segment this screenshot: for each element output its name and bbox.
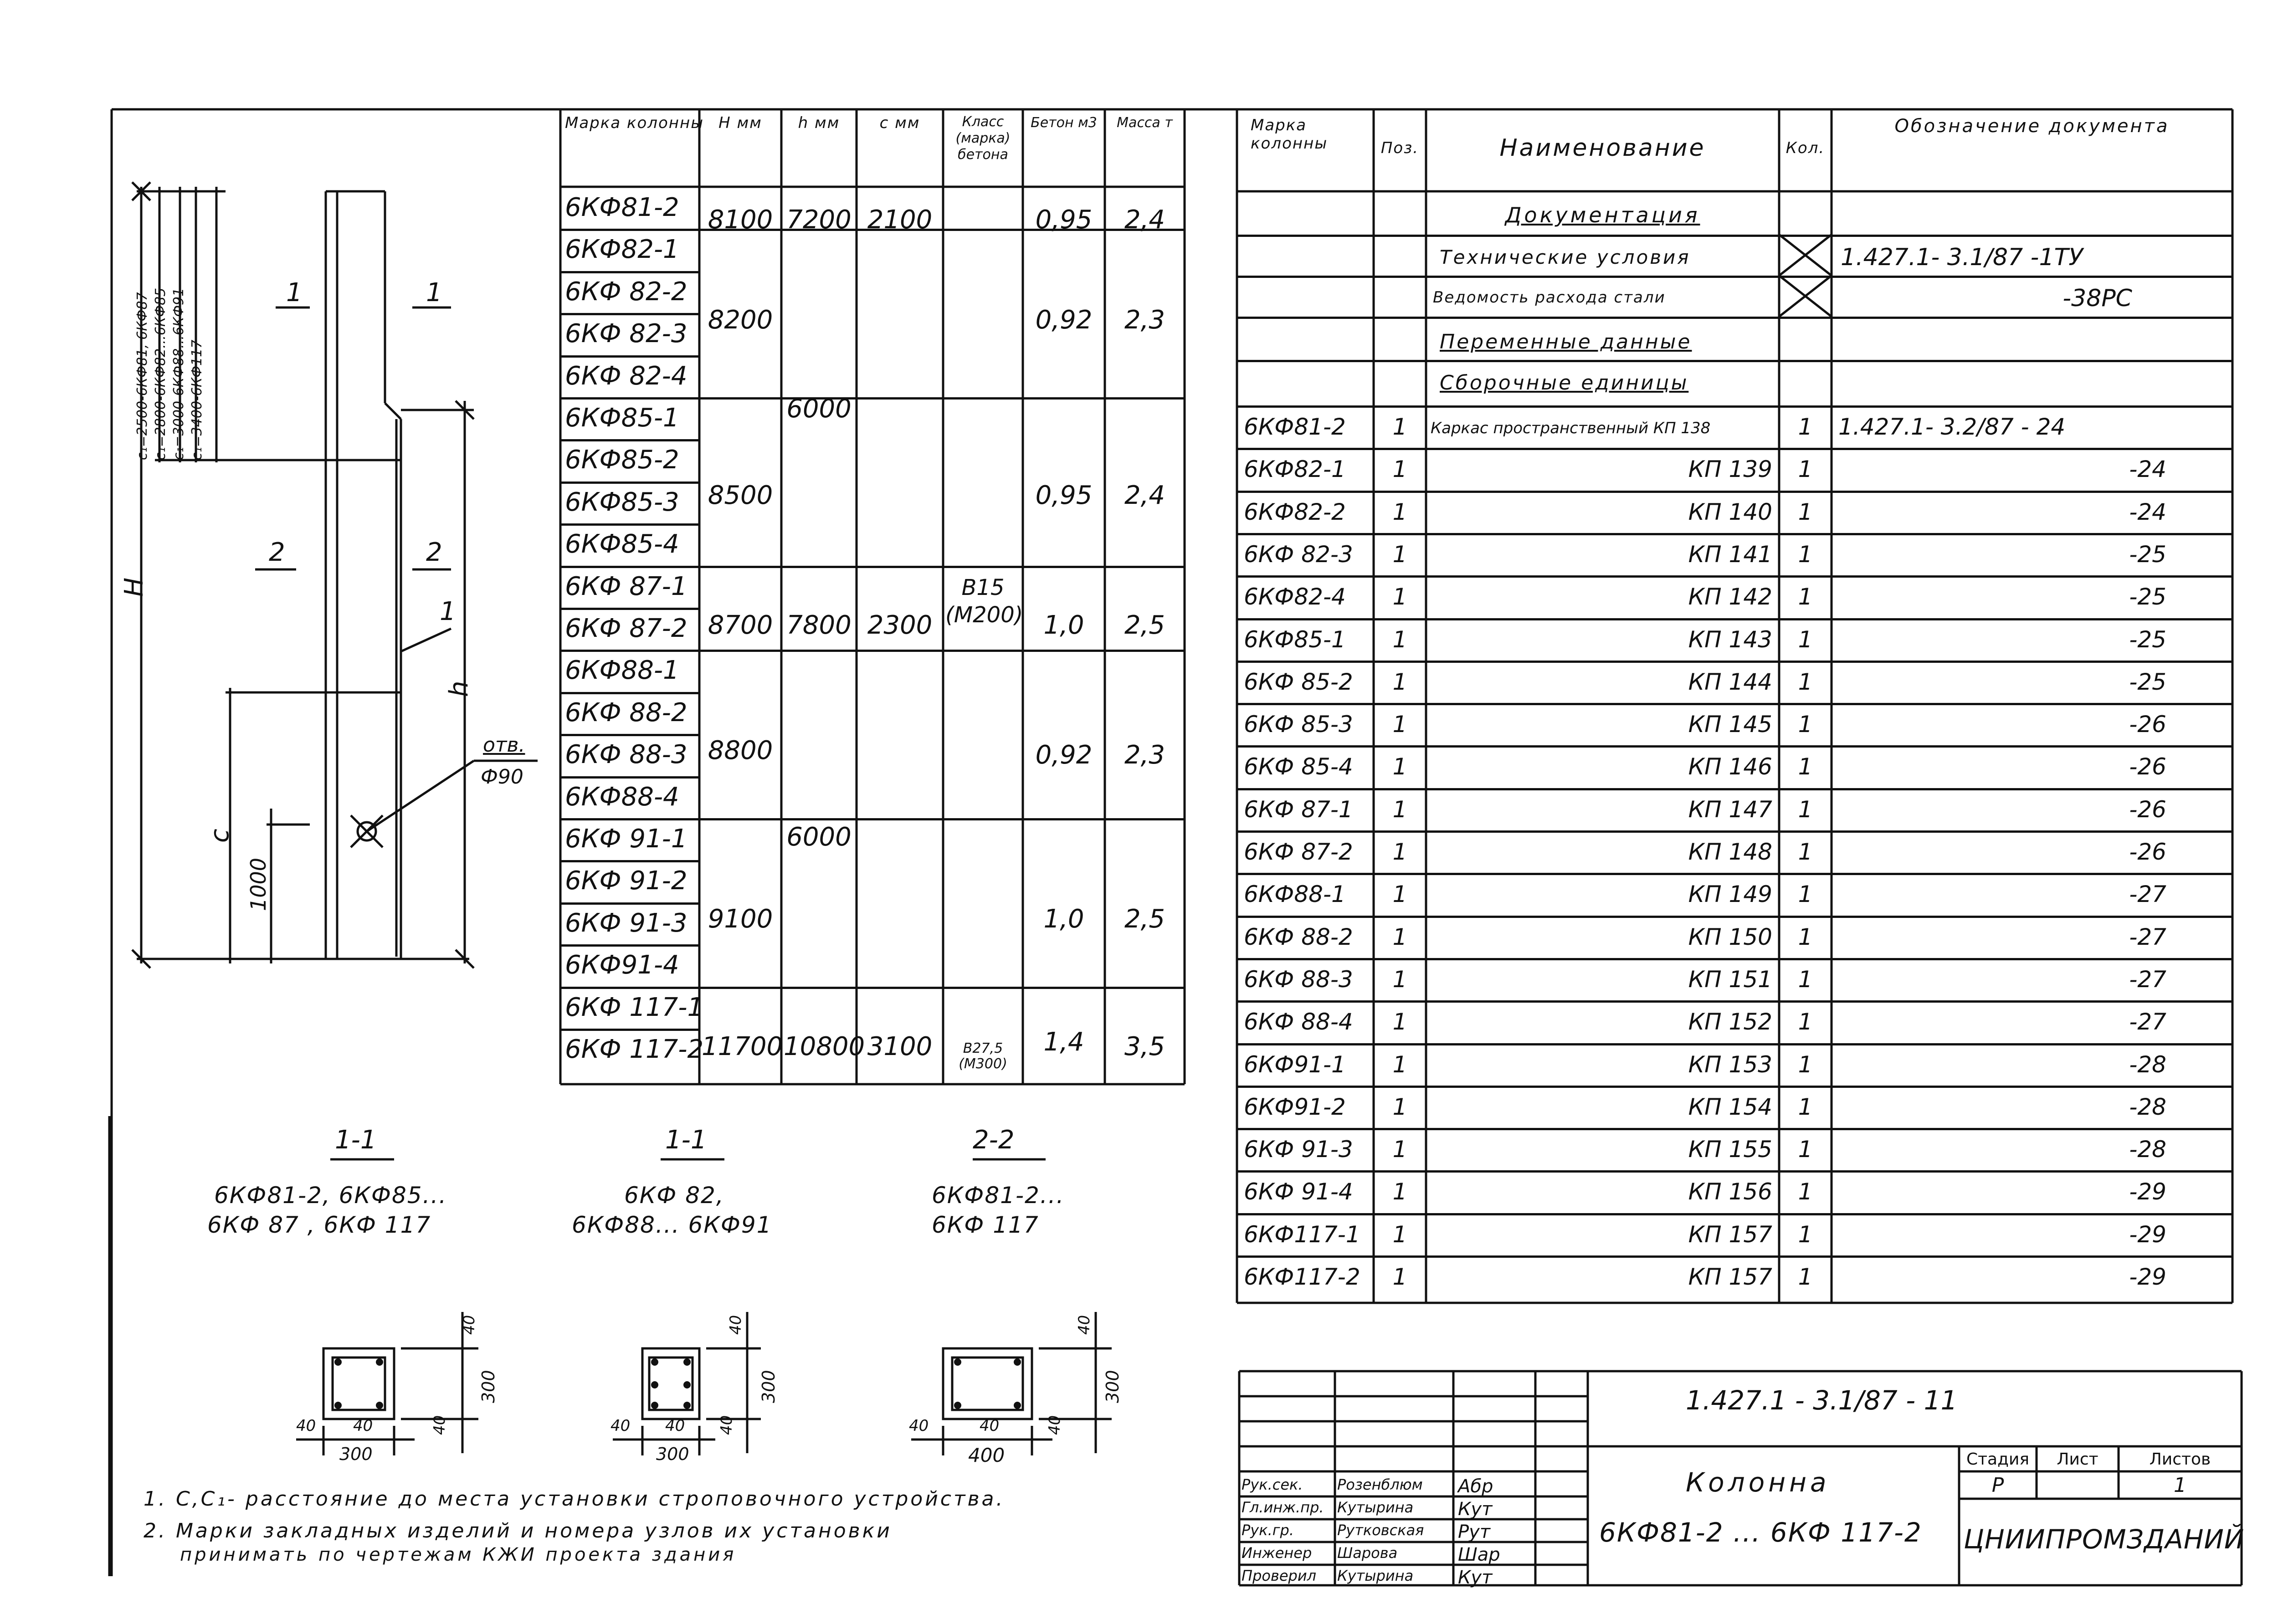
spec-row-line (1237, 491, 2232, 493)
spec-row-poz: 1 (1392, 1178, 1407, 1205)
spec-row-name: Каркас пространственный КП 138 (1431, 419, 1711, 437)
group-line (699, 818, 1185, 820)
group-line (699, 987, 1185, 989)
spec-row-line (1237, 1086, 2232, 1088)
spec-row-line (1237, 448, 2232, 450)
spec-row-line (1237, 575, 2232, 578)
stamp-stage-label: Стадия (1966, 1450, 2030, 1469)
cell-H-8800: 8800 (708, 736, 773, 765)
hole-diameter: Ф90 (481, 765, 523, 789)
cell-H-8700: 8700 (708, 610, 773, 640)
row-line (560, 692, 699, 694)
row-line (560, 987, 699, 989)
spec-header-name: Наименование (1499, 134, 1706, 162)
section-1-title: 1-1 (335, 1125, 377, 1155)
spec-row-name: КП 155 (1688, 1136, 1772, 1163)
row-line (560, 650, 699, 652)
spec-row-poz: 1 (1392, 881, 1407, 908)
spec-row-kol: 1 (1798, 414, 1813, 440)
spec-row-line (1237, 405, 2232, 408)
spec-row-mark: 6КФ 88-3 (1244, 966, 1353, 993)
section-3-dim-top: 40 (1075, 1315, 1093, 1335)
spec-row-line (1237, 618, 2232, 620)
spec-row-mark: 6КФ81-2 (1244, 414, 1346, 440)
section-3-caption-2: 6КФ 117 (932, 1212, 1039, 1238)
spec-row-kol: 1 (1798, 1178, 1813, 1205)
left-table-mark: 6КФ88-1 (565, 656, 679, 686)
stamp-sheets: 1 (2174, 1474, 2186, 1497)
spec-row-poz: 1 (1392, 584, 1407, 610)
section-3-dim-bottom: 400 (968, 1444, 1005, 1466)
spec-row-poz: 1 (1392, 1136, 1407, 1163)
stamp-signature: Кут (1458, 1499, 1493, 1520)
row-line (560, 482, 699, 484)
left-table-mark: 6КФ 91-2 (565, 866, 688, 896)
stamp-sheets-label: Листов (2149, 1450, 2211, 1469)
spec-row-doc: -29 (2129, 1178, 2166, 1205)
spec-row-poz: 1 (1392, 668, 1407, 695)
spec-row-kol: 1 (1798, 923, 1813, 950)
dim-c-label: c (205, 829, 235, 843)
section-1-dim-top: 40 (460, 1315, 478, 1335)
section-3-title: 2-2 (973, 1125, 1015, 1155)
section-3-dim-rb: 40 (1046, 1415, 1064, 1435)
spec-row-doc: -26 (2129, 711, 2166, 738)
spec-row-poz: 1 (1392, 753, 1407, 780)
spec-row-doc: -25 (2129, 584, 2166, 610)
spec-row-poz: 1 (1392, 711, 1407, 738)
spec-row-poz: 1 (1392, 1093, 1407, 1120)
note-3: принимать по чертежам КЖИ проекта здания (180, 1544, 737, 1565)
cell-beton-0: 0,95 (1035, 205, 1093, 235)
spec-row-line (1237, 533, 2232, 535)
spec-row-name: КП 142 (1688, 584, 1772, 610)
row-line (560, 734, 699, 736)
row-line (560, 608, 699, 610)
spec-assembly-units: Сборочные единицы (1440, 371, 1689, 394)
section-mark-1-right: 1 (426, 278, 442, 307)
spec-row-poz: 1 (1392, 1221, 1407, 1248)
spec-row-doc: -28 (2129, 1093, 2166, 1120)
spec-row-line (1237, 703, 2232, 705)
spec-row-mark: 6КФ117-2 (1244, 1264, 1360, 1290)
section-1-dim-rb: 40 (431, 1415, 449, 1435)
spec-header-kol: Кол. (1785, 139, 1825, 157)
left-table-mark: 6КФ 87-1 (565, 571, 688, 601)
row-line (560, 818, 699, 820)
dim-h-label: h (444, 681, 474, 697)
cell-H-11700: 11700 (702, 1032, 783, 1061)
spec-row-kol: 1 (1798, 711, 1813, 738)
left-table-mark: 6КФ 87-2 (565, 614, 688, 643)
section-2-caption-1: 6КФ 82, (624, 1182, 724, 1209)
cell-massa-6: 3,5 (1124, 1032, 1165, 1061)
spec-row-mark: 6КФ 91-4 (1244, 1178, 1353, 1205)
left-table-mark: 6КФ82-1 (565, 235, 679, 265)
cell-klass-main: В15 (М200) (945, 575, 1023, 628)
spec-row-doc: -29 (2129, 1221, 2166, 1248)
stamp-role: Проверил (1242, 1567, 1317, 1584)
spec-row-mark: 6КФ 88-2 (1244, 923, 1353, 950)
stamp-role: Гл.инж.пр. (1242, 1499, 1324, 1516)
row-line (560, 860, 699, 862)
left-table-mark: 6КФ 88-2 (565, 697, 688, 727)
note-1: 1. C,C₁- расстояние до места установки строповочного устройства. (144, 1487, 1005, 1511)
spec-row-line (1237, 916, 2232, 918)
cell-beton-5: 1,0 (1043, 904, 1084, 934)
spec-row-doc: -26 (2129, 839, 2166, 865)
cell-massa-2: 2,4 (1124, 481, 1165, 510)
cell-massa-5: 2,5 (1124, 904, 1165, 934)
section-mark-2-right: 2 (426, 538, 442, 567)
header-massa: Масса т (1117, 115, 1173, 131)
section-2-dim-right: 300 (759, 1370, 779, 1403)
spec-variable-data: Переменные данные (1440, 330, 1692, 353)
cell-H-8100: 8100 (708, 205, 773, 235)
spec-row-doc: 1.427.1- 3.2/87 - 24 (1838, 414, 2066, 440)
spec-row-name: КП 152 (1688, 1009, 1772, 1035)
spec-row-kol: 1 (1798, 541, 1813, 568)
spec-header-doc: Обозначение документа (1894, 116, 2170, 137)
cell-H-9100: 9100 (708, 904, 773, 934)
spec-row-mark: 6КФ85-1 (1244, 626, 1346, 653)
row-line (560, 439, 699, 441)
left-table-mark: 6КФ 88-3 (565, 740, 688, 770)
spec-row-kol: 1 (1798, 1093, 1813, 1120)
spec-row-kol: 1 (1798, 456, 1813, 483)
spec-row-line (1237, 958, 2232, 960)
stamp-role: Рук.сек. (1242, 1476, 1303, 1493)
section-2-dim-left: 40 (611, 1417, 631, 1435)
spec-row-mark: 6КФ117-1 (1244, 1221, 1360, 1248)
spec-row-poz: 1 (1392, 456, 1407, 483)
spec-row-name: КП 148 (1688, 839, 1772, 865)
cell-massa-0: 2,4 (1124, 205, 1165, 235)
cell-H-8500: 8500 (708, 481, 773, 510)
stamp-doc-number: 1.427.1 - 3.1/87 - 11 (1686, 1385, 1958, 1416)
cell-massa-4: 2,3 (1124, 740, 1165, 770)
cell-h-6000a: 6000 (786, 394, 852, 424)
spec-doc-row-1-name: Технические условия (1440, 246, 1691, 268)
cell-beton-6: 1,4 (1043, 1027, 1084, 1057)
spec-header-poz: Поз. (1380, 139, 1419, 157)
header-H: H мм (718, 114, 762, 132)
spec-row-kol: 1 (1798, 1009, 1813, 1035)
spec-doc-row-1-doc: 1.427.1- 3.1/87 -1ТУ (1841, 244, 2083, 271)
spec-row-line (1237, 788, 2232, 790)
spec-row-name: КП 156 (1688, 1178, 1772, 1205)
spec-row-line (1237, 1170, 2232, 1173)
section-1-dim-mid: 40 (353, 1417, 373, 1435)
stamp-name: Рутковская (1337, 1522, 1424, 1539)
cell-beton-4: 0,92 (1035, 740, 1093, 770)
row-line (560, 1029, 699, 1031)
hole-label: отв. (483, 733, 525, 757)
spec-row-kol: 1 (1798, 1136, 1813, 1163)
stamp-name: Кутырина (1337, 1499, 1414, 1516)
stamp-role: Инженер (1242, 1544, 1312, 1562)
dim-c1-1: c₁=2500-6КФ81, 6КФ87 (134, 292, 150, 460)
left-table-mark: 6КФ 82-3 (565, 319, 688, 349)
spec-row-doc: -24 (2129, 456, 2166, 483)
dim-1000-label: 1000 (246, 857, 271, 911)
header-beton: Бетон м3 (1031, 115, 1097, 131)
spec-row-mark: 6КФ 88-4 (1244, 1009, 1353, 1035)
stamp-role: Рук.гр. (1242, 1522, 1294, 1539)
dim-c1-4: c₁=3400-6КФ117 (189, 339, 205, 460)
spec-row-line (1237, 661, 2232, 663)
section-1-caption-1: 6КФ81-2, 6КФ85... (214, 1182, 447, 1209)
spec-row-line (1237, 1043, 2232, 1045)
spec-row-name: КП 146 (1688, 753, 1772, 780)
section-1-caption-2: 6КФ 87 , 6КФ 117 (207, 1212, 431, 1238)
spec-row-kol: 1 (1798, 753, 1813, 780)
spec-row-line (1237, 276, 2232, 278)
stamp-signature: Рут (1458, 1522, 1491, 1542)
cell-h-10800: 10800 (784, 1032, 865, 1061)
spec-row-poz: 1 (1392, 1264, 1407, 1290)
left-table-mark: 6КФ85-3 (565, 487, 679, 517)
stamp-name: Розенблюм (1337, 1476, 1423, 1493)
stamp-signature: Шар (1458, 1544, 1500, 1565)
spec-row-poz: 1 (1392, 923, 1407, 950)
spec-row-line (1237, 235, 2232, 237)
spec-row-doc: -27 (2129, 1009, 2166, 1035)
spec-row-name: КП 149 (1688, 881, 1772, 908)
spec-row-mark: 6КФ 85-3 (1244, 711, 1353, 738)
header-c: c мм (879, 114, 920, 132)
spec-row-kol: 1 (1798, 1051, 1813, 1078)
row-line (560, 313, 699, 315)
left-table-mark: 6КФ 91-3 (565, 908, 688, 938)
spec-row-doc: -29 (2129, 1264, 2166, 1290)
spec-row-name: КП 143 (1688, 626, 1772, 653)
spec-row-poz: 1 (1392, 1051, 1407, 1078)
spec-row-kol: 1 (1798, 796, 1813, 823)
stamp-title-1: Колонна (1686, 1467, 1830, 1498)
cell-massa-3: 2,5 (1124, 610, 1165, 640)
note-2: 2. Марки закладных изделий и номера узлов их установки (144, 1519, 892, 1542)
cell-beton-2: 0,95 (1035, 481, 1093, 510)
spec-documentation-title: Документация (1505, 203, 1700, 227)
spec-row-mark: 6КФ88-1 (1244, 881, 1346, 908)
stamp-stage: Р (1991, 1474, 2004, 1497)
spec-doc-row-2-doc: -38РС (2063, 285, 2132, 312)
row-line (560, 271, 699, 273)
spec-row-name: КП 150 (1688, 923, 1772, 950)
left-table-mark: 6КФ81-2 (565, 193, 679, 222)
spec-row-kol: 1 (1798, 839, 1813, 865)
spec-row-kol: 1 (1798, 668, 1813, 695)
left-table-mark: 6КФ91-4 (565, 950, 679, 980)
section-mark-1-left: 1 (286, 278, 303, 307)
spec-row-line (1237, 1128, 2232, 1130)
section-2-dim-top: 40 (727, 1315, 745, 1335)
spec-row-name: КП 139 (1688, 456, 1772, 483)
row-line (560, 397, 699, 400)
spec-row-name: КП 157 (1688, 1221, 1772, 1248)
cell-H-8200: 8200 (708, 305, 773, 335)
spec-row-doc: -28 (2129, 1136, 2166, 1163)
spec-row-kol: 1 (1798, 584, 1813, 610)
spec-row-doc: -25 (2129, 541, 2166, 568)
stamp-sheet-label: Лист (2057, 1450, 2098, 1469)
group-line (699, 397, 1185, 400)
spec-row-mark: 6КФ 91-3 (1244, 1136, 1353, 1163)
header-mark: Марка колонны (565, 114, 704, 132)
section-2-dim-rb: 40 (718, 1415, 736, 1435)
cell-h-7200: 7200 (786, 205, 852, 235)
spec-row-poz: 1 (1392, 541, 1407, 568)
spec-row-kol: 1 (1798, 1221, 1813, 1248)
spec-row-poz: 1 (1392, 1009, 1407, 1035)
spec-row-name: КП 147 (1688, 796, 1772, 823)
left-table-mark: 6КФ 91-1 (565, 824, 688, 854)
cell-c-3100: 3100 (867, 1032, 933, 1061)
spec-row-poz: 1 (1392, 414, 1407, 440)
spec-row-line (1237, 1213, 2232, 1215)
dim-H-label: H (119, 577, 149, 597)
left-table-mark: 6КФ 82-4 (565, 361, 688, 391)
spec-row-mark: 6КФ91-1 (1244, 1051, 1346, 1078)
spec-row-poz: 1 (1392, 498, 1407, 525)
cell-h-6000b: 6000 (786, 822, 852, 852)
header-h: h мм (798, 114, 840, 132)
group-line (699, 566, 1185, 568)
row-line (560, 776, 699, 779)
spec-row-line (1237, 317, 2232, 319)
section-3-caption-1: 6КФ81-2... (932, 1182, 1065, 1209)
spec-row-line (1237, 1255, 2232, 1258)
section-mark-2-left: 2 (269, 538, 285, 567)
section-3-dim-right: 300 (1103, 1370, 1123, 1403)
cell-h-7800: 7800 (786, 610, 852, 640)
row-line (560, 902, 699, 905)
row-line (560, 566, 699, 568)
spec-row-doc: -25 (2129, 626, 2166, 653)
spec-row-mark: 6КФ91-2 (1244, 1093, 1346, 1120)
section-2-caption-2: 6КФ88... 6КФ91 (572, 1212, 772, 1238)
spec-row-doc: -27 (2129, 966, 2166, 993)
stamp-name: Кутырина (1337, 1567, 1414, 1584)
left-table-mark: 6КФ85-4 (565, 529, 679, 559)
spec-row-doc: -26 (2129, 753, 2166, 780)
left-table-mark: 6КФ 82-2 (565, 277, 688, 307)
spec-row-name: КП 145 (1688, 711, 1772, 738)
stamp-organization: ЦНИИПРОМЗДАНИЙ (1964, 1524, 2245, 1555)
header-klass: Класс (марка) бетона (955, 114, 1011, 163)
spec-row-line (1237, 830, 2232, 833)
stamp-name: Шарова (1337, 1544, 1398, 1562)
spec-row-mark: 6КФ 85-2 (1244, 668, 1353, 695)
stamp-signature: Абр (1458, 1476, 1493, 1497)
spec-header-mark: Марка колонны (1251, 116, 1328, 153)
spec-row-name: КП 153 (1688, 1051, 1772, 1078)
spec-row-line (1237, 873, 2232, 875)
position-1-label: 1 (440, 597, 456, 626)
spec-row-doc: -27 (2129, 923, 2166, 950)
spec-row-kol: 1 (1798, 1264, 1813, 1290)
section-2-dim-bottom: 300 (656, 1444, 689, 1464)
row-line (560, 523, 699, 526)
spec-row-mark: 6КФ 87-1 (1244, 796, 1353, 823)
spec-row-mark: 6КФ82-4 (1244, 584, 1346, 610)
dim-c1-3: c₁=3000-6КФ88...6КФ91 (171, 287, 187, 460)
spec-row-name: КП 157 (1688, 1264, 1772, 1290)
spec-row-poz: 1 (1392, 796, 1407, 823)
spec-row-line (1237, 1000, 2232, 1003)
stamp-signature: Кут (1458, 1567, 1493, 1588)
spec-row-doc: -25 (2129, 668, 2166, 695)
spec-row-line (1237, 360, 2232, 362)
section-1-dim-right: 300 (478, 1370, 498, 1403)
section-3-dim-mid: 40 (980, 1417, 1000, 1435)
cell-klass-last: В27,5 (М300) (959, 1040, 1007, 1072)
spec-row-poz: 1 (1392, 626, 1407, 653)
spec-row-name: КП 144 (1688, 668, 1772, 695)
spec-row-poz: 1 (1392, 966, 1407, 993)
row-line (560, 355, 699, 358)
left-table-mark: 6КФ85-2 (565, 445, 679, 475)
spec-row-doc: -26 (2129, 796, 2166, 823)
spec-row-name: КП 151 (1688, 966, 1772, 993)
section-2-dim-mid: 40 (665, 1417, 685, 1435)
cell-massa-1: 2,3 (1124, 305, 1165, 335)
left-table-mark: 6КФ 117-1 (565, 992, 704, 1022)
row-line (560, 944, 699, 947)
spec-row-kol: 1 (1798, 626, 1813, 653)
spec-row-kol: 1 (1798, 498, 1813, 525)
group-line (699, 650, 1185, 652)
spec-row-line (1237, 745, 2232, 748)
cell-beton-3: 1,0 (1043, 610, 1084, 640)
left-table-mark: 6КФ85-1 (565, 403, 679, 433)
spec-row-mark: 6КФ82-2 (1244, 498, 1346, 525)
spec-row-poz: 1 (1392, 839, 1407, 865)
section-2-title: 1-1 (665, 1125, 707, 1155)
spec-row-mark: 6КФ82-1 (1244, 456, 1346, 483)
cell-beton-1: 0,92 (1035, 305, 1093, 335)
spec-row-mark: 6КФ 82-3 (1244, 541, 1353, 568)
left-table-mark: 6КФ 117-2 (565, 1035, 704, 1064)
spec-row-kol: 1 (1798, 881, 1813, 908)
spec-row-mark: 6КФ 87-2 (1244, 839, 1353, 865)
spec-row-mark: 6КФ 85-4 (1244, 753, 1353, 780)
spec-doc-row-2-name: Ведомость расхода стали (1433, 288, 1666, 307)
cell-c-2300: 2300 (867, 610, 933, 640)
spec-row-kol: 1 (1798, 966, 1813, 993)
left-table-mark: 6КФ88-4 (565, 782, 679, 812)
dim-c1-2: c₁=2800-6КФ82...6КФ85 (153, 287, 169, 460)
spec-row-name: КП 140 (1688, 498, 1772, 525)
spec-row-doc: -28 (2129, 1051, 2166, 1078)
section-1-dim-bottom: 300 (339, 1444, 373, 1464)
spec-row-doc: -27 (2129, 881, 2166, 908)
stamp-title-2: 6КФ81-2 ... 6КФ 117-2 (1599, 1517, 1922, 1548)
spec-row-name: КП 141 (1688, 541, 1772, 568)
row-line (560, 229, 699, 231)
section-3-dim-left: 40 (909, 1417, 929, 1435)
section-1-dim-left: 40 (296, 1417, 316, 1435)
spec-row-doc: -24 (2129, 498, 2166, 525)
cell-c-2100: 2100 (867, 205, 933, 235)
spec-row-name: КП 154 (1688, 1093, 1772, 1120)
